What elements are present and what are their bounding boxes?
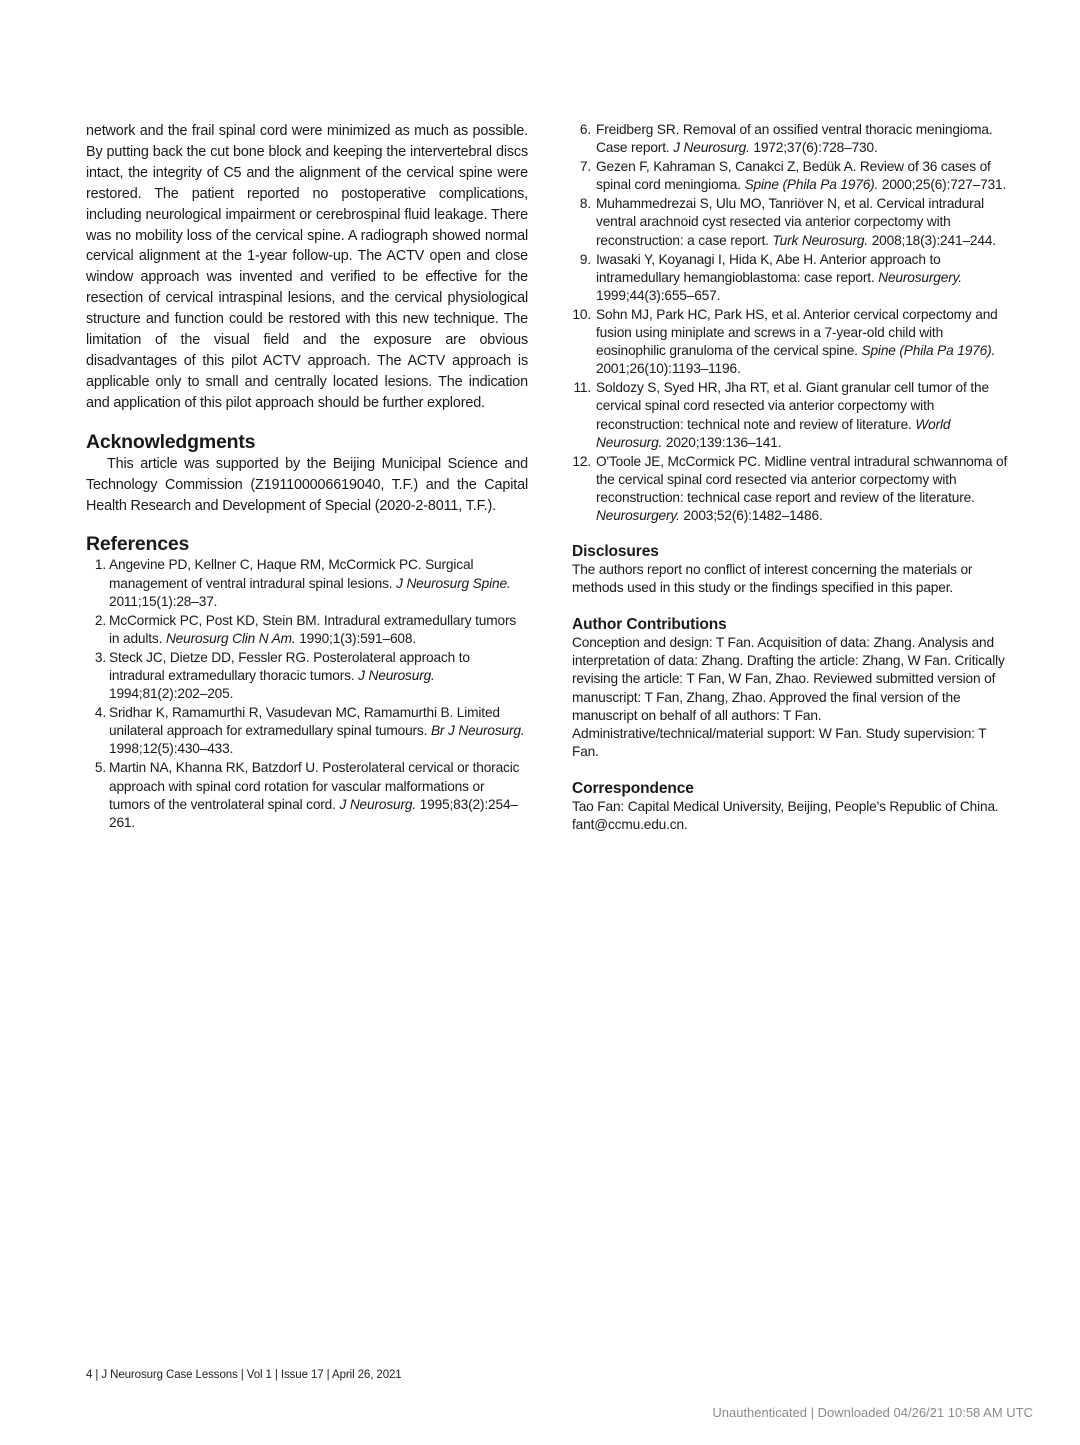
acknowledgments-heading: Acknowledgments: [86, 430, 256, 453]
reference-journal: J Neurosurg.: [673, 140, 750, 156]
references-heading: References: [86, 533, 190, 556]
reference-item: 4. Sridhar K, Ramamurthi R, Vasudevan MC, Ramamurthi B. Limited unilateral approach for extramedullary spinal tumours. Br J Neurosurg. 1998;12(5):430–433.: [94, 705, 525, 757]
reference-item: 6. Freidberg SR. Removal of an ossified ventral thoracic meningioma. Case report. J Neurosurg. 1972;37(6):728–730.: [579, 122, 993, 156]
correspondence-text: Tao Fan: Capital Medical University, Beijing, People's Republic of China. fant@ccmu.edu.cn.: [572, 798, 999, 832]
reference-item: 1. Angevine PD, Kellner C, Haque RM, McCormick PC. Surgical management of ventral intradural spinal lesions. J Neurosurg Spine. 2011;15(1):28–37.: [94, 557, 511, 609]
reference-item: 2. McCormick PC, Post KD, Stein BM. Intradural extramedullary tumors in adults. Neurosurg Clin N Am. 1990;1(3):591–608.: [94, 612, 517, 646]
reference-journal: Br J Neurosurg.: [430, 723, 525, 739]
references-list-right: [572, 121, 1012, 525]
reference-journal: Neurosurgery.: [878, 269, 962, 285]
intro-paragraph: network and the frail spinal cord were minimized as much as possible. By putting back the cut bone block and keeping the intervertebral discs intact, the integrity of C5 and the alignment of the cervical spine were restored. The patient reported no postoperative complications, including neurological impairment or cerebrospinal fluid leakage. There was no mobility loss of the cervical spine. A radiograph showed normal cervical alignment at the 1-year follow-up. The ACTV open and close window approach was invented and verified to be effective for the resection of cervical intraspinal lesions, and the cervical physiological structure and function could be restored with this new technique. The limitation of the visual field and the exposure are obvious disadvantages of this pilot ACTV approach. The ACTV approach is applicable only to small and centrally located lesions. The indication and application of this pilot approach should be further explored.: [86, 123, 528, 411]
left-column: [86, 121, 528, 833]
reference-journal: Neurosurgery.: [596, 507, 680, 523]
acknowledgments-text: This article was supported by the Beijing Municipal Science and Technology Commission (Z191100006619040, T.F.) and the Capital Health Research and Development of Special (2020-2-8011, T.F.).: [86, 455, 528, 514]
reference-journal: J Neurosurg Spine.: [396, 575, 511, 591]
references-list-left: [86, 556, 528, 831]
right-column: [572, 121, 1012, 834]
reference-journal: World Neurosurg.: [596, 416, 951, 450]
reference-item: 10. Sohn MJ, Park HC, Park HS, et al. Anterior cervical corpectomy and fusion using miniplate and screws in a 7-year-old child with eosinophilic granuloma of the cervical spine. Spine (Phila Pa 1976). 2001;26(10):1193–1196.: [572, 306, 998, 377]
reference-item: 7. Gezen F, Kahraman S, Canakci Z, Bedük A. Review of 36 cases of spinal cord meningioma. Spine (Phila Pa 1976). 2000;25(6):727–731.: [579, 159, 1007, 193]
reference-item: 5. Martin NA, Khanna RK, Batzdorf U. Posterolateral cervical or thoracic approach with spinal cord rotation for vascular malformations or tumors of the ventrolateral spinal cord. J Neurosurg. 1995;83(2):254–261.: [94, 760, 520, 830]
author-contributions-text: Conception and design: T Fan. Acquisition of data: Zhang. Analysis and interpretation of data: Zhang. Drafting the article: Zhang, W Fan. Critically revising the article: T Fan, W Fan, Zhao. Reviewed submitted version of manuscript: T Fan, Zhang, Zhao. Approved the final version of the manuscript on behalf of all authors: T Fan. Administrative/technical/material support: W Fan. Study supervision: T Fan.: [572, 635, 1005, 759]
disclosures-heading: Disclosures: [572, 543, 659, 561]
correspondence-heading: Correspondence: [572, 779, 694, 797]
reference-journal: Neurosurg Clin N Am.: [165, 630, 296, 646]
reference-item: 11. Soldozy S, Syed HR, Jha RT, et al. Giant granular cell tumor of the cervical spinal cord resected via anterior corpectomy with reconstruction: technical note and review of literature. World Neurosurg. 2020;139:136–141.: [573, 380, 989, 450]
reference-item: 12. O'Toole JE, McCormick PC. Midline ventral intradural schwannoma of the cervical spinal cord resected via anterior corpectomy with reconstruction: technical case report and review of the literature. Neurosurgery. 2003;52(6):1482–1486.: [572, 453, 1008, 523]
reference-journal: Spine (Phila Pa 1976).: [861, 343, 996, 359]
reference-item: 9. Iwasaki Y, Koyanagi I, Hida K, Abe H. Anterior approach to intramedullary hemangioblastoma: case report. Neurosurgery. 1999;44(3):655–657.: [579, 251, 962, 303]
reference-journal: Turk Neurosurg.: [772, 232, 869, 248]
reference-journal: J Neurosurg.: [339, 796, 417, 812]
author-contributions-heading: Author Contributions: [572, 616, 727, 634]
download-watermark: Unauthenticated | Downloaded 04/26/21 10:58 AM UTC: [712, 1405, 1033, 1420]
reference-journal: Spine (Phila Pa 1976).: [744, 177, 879, 193]
reference-journal: J Neurosurg.: [358, 667, 435, 683]
reference-item: 8. Muhammedrezai S, Ulu MO, Tanriöver N, et al. Cervical intradural ventral arachnoid cyst resected via anterior corpectomy with reconstruction: a case report. Turk Neurosurg. 2008;18(3):241–244.: [579, 196, 996, 248]
page-footer: 4 | J Neurosurg Case Lessons | Vol 1 | Issue 17 | April 26, 2021: [86, 1369, 402, 1381]
disclosures-text: The authors report no conflict of interest concerning the materials or methods used in this study or the findings specified in this paper.: [572, 562, 973, 596]
reference-item: 3. Steck JC, Dietze DD, Fessler RG. Posterolateral approach to intradural extramedullary thoracic tumors. J Neurosurg. 1994;81(2):202–205.: [94, 649, 470, 702]
